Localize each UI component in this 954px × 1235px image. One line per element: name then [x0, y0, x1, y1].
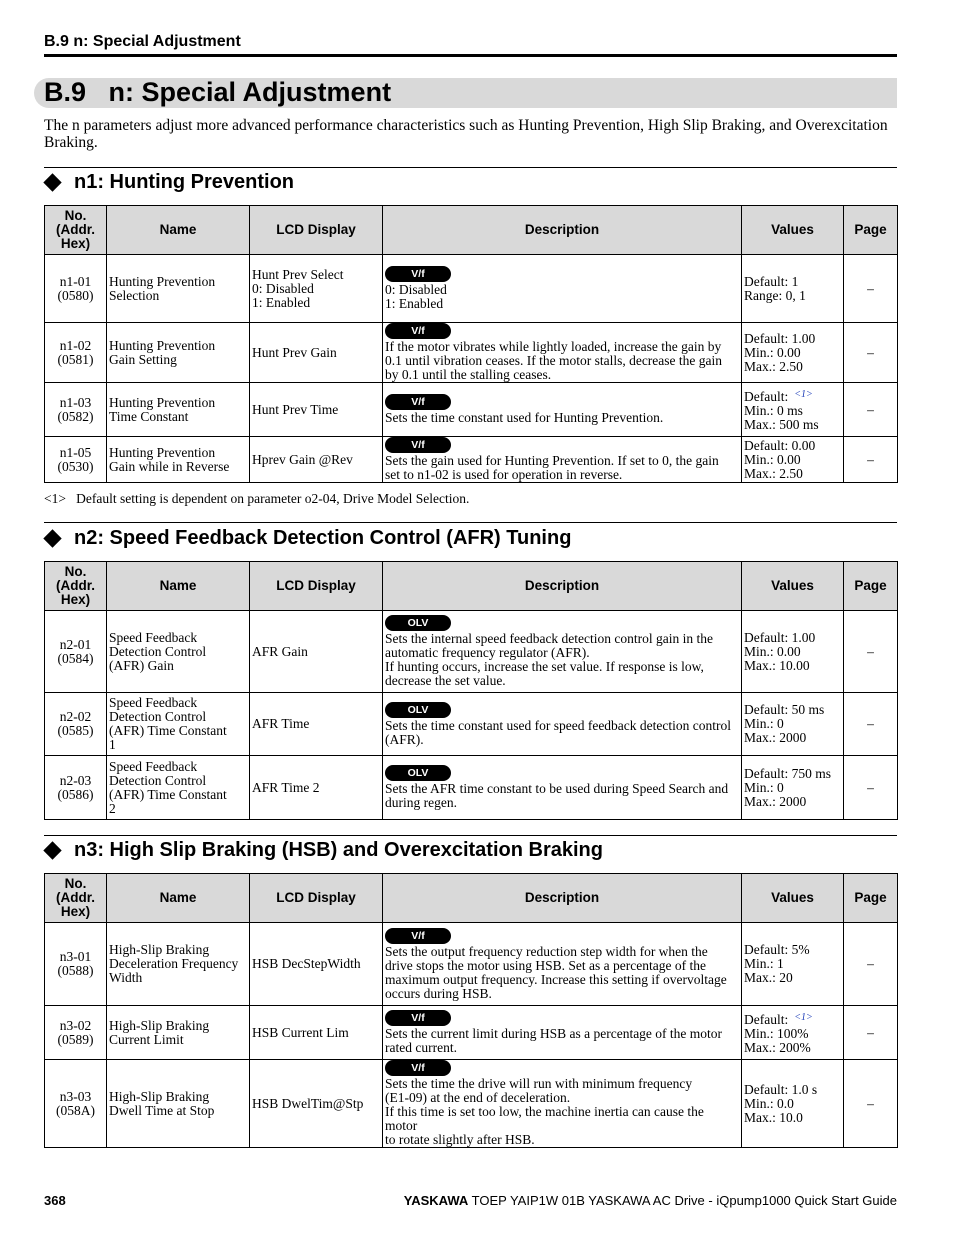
param-address: (0585)	[57, 723, 94, 738]
n2-parameter-table	[44, 561, 898, 820]
table-row	[45, 611, 898, 693]
lcd-display-cell	[250, 323, 383, 383]
control-mode-badge: OLV	[385, 702, 451, 718]
page-ref-cell: –	[844, 756, 898, 820]
param-number: n3-03	[59, 1088, 92, 1104]
values-cell	[742, 611, 844, 693]
values-text: Range: 0, 1	[744, 287, 806, 303]
description-line: occurs during HSB.	[385, 985, 492, 1001]
column-header-description: Description	[383, 206, 742, 255]
param-name-line: 2	[109, 800, 116, 816]
param-name-cell	[107, 255, 250, 323]
n2-heading-text: n2: Speed Feedback Detection Control (AFR) Tuning	[74, 527, 572, 549]
control-mode-badge: V/f	[385, 1060, 451, 1076]
param-name-line: High-Slip Braking	[109, 1088, 210, 1104]
table-row	[45, 1006, 898, 1060]
param-name-cell	[107, 611, 250, 693]
description-cell	[383, 923, 742, 1006]
param-address: (0586)	[57, 786, 94, 802]
values-cell	[742, 756, 844, 820]
param-name-line: Hunting Prevention	[109, 273, 216, 289]
values-line	[744, 404, 841, 418]
lcd-display-line: Hunt Prev Time	[252, 401, 339, 417]
param-name-line: Selection	[109, 287, 160, 303]
values-line	[744, 703, 841, 717]
param-name-line: (AFR) Time Constant	[109, 723, 227, 738]
values-text: Default:	[744, 388, 789, 404]
column-header-lcd-display: LCD Display	[250, 206, 383, 255]
values-text: Min.: 1	[744, 956, 784, 971]
footnote-ref: <1>	[794, 1011, 813, 1023]
column-header-no-line: (Addr.	[56, 222, 95, 237]
values-line	[744, 467, 841, 481]
values-line	[744, 781, 841, 795]
description-line: set to n1-02 is used for operation in reverse.	[385, 467, 623, 482]
running-head-rule	[44, 54, 897, 57]
param-name-cell	[107, 1006, 250, 1060]
description-cell	[383, 1006, 742, 1060]
values-line	[744, 1097, 841, 1111]
values-cell	[742, 923, 844, 1006]
param-number-cell	[45, 437, 107, 483]
page-ref-cell: –	[844, 323, 898, 383]
description-line: 1: Enabled	[385, 296, 444, 311]
table-row	[45, 693, 898, 756]
column-header-no-line: (Addr.	[56, 578, 95, 593]
values-text: Max.: 20	[744, 970, 793, 985]
param-name-line: Hunting Prevention	[109, 337, 216, 353]
control-mode-badge: V/f	[385, 437, 451, 453]
param-address: (0582)	[57, 408, 94, 424]
footnote: <1> Default setting is dependent on parameter o2-04, Drive Model Selection.	[44, 491, 470, 506]
description-line: 0: Disabled	[385, 282, 447, 297]
column-header-lcd-display: LCD Display	[250, 562, 383, 611]
description-line: If the motor vibrates while lightly loaded, increase the gain by	[385, 339, 722, 354]
description-line: (E1-09) at the end of deceleration.	[385, 1090, 571, 1105]
page-ref-cell: –	[844, 1006, 898, 1060]
param-name-line: Speed Feedback	[109, 758, 198, 774]
param-name-line: Detection Control	[109, 643, 207, 659]
lcd-display-cell	[250, 383, 383, 437]
values-line	[744, 388, 841, 404]
section-title: B.9 n: Special Adjustment	[44, 77, 392, 107]
column-header-values: Values	[742, 874, 844, 923]
column-header-name: Name	[107, 562, 250, 611]
description-line: Sets the AFR time constant to be used during Speed Search and	[385, 781, 729, 796]
values-line	[744, 275, 841, 289]
column-header-no-line: No.	[64, 564, 87, 579]
values-line	[744, 418, 841, 432]
diamond-bullet-icon	[43, 841, 61, 859]
column-header-no-line: Hex)	[60, 592, 91, 607]
param-name-cell	[107, 756, 250, 820]
values-text: Min.: 0.00	[744, 643, 801, 659]
table-header-row	[45, 874, 898, 923]
param-number: n2-03	[59, 772, 92, 788]
description-line: Sets the gain used for Hunting Prevention. If set to 0, the gain	[385, 453, 719, 468]
description-line: decrease the set value.	[385, 673, 506, 688]
param-name-cell	[107, 693, 250, 756]
description-cell	[383, 756, 742, 820]
param-address: (0588)	[57, 963, 94, 978]
description-line: 0.1 until vibration ceases. If the motor stalls, decrease the gain	[385, 353, 723, 368]
param-name-line: (AFR) Time Constant	[109, 786, 227, 802]
values-cell	[742, 383, 844, 437]
values-line	[744, 1111, 841, 1125]
param-number: n1-03	[59, 394, 92, 410]
param-name-line: High-Slip Braking	[109, 942, 210, 957]
values-text: Max.: 2.50	[744, 465, 803, 481]
control-mode-badge: V/f	[385, 323, 451, 339]
param-name-line: Detection Control	[109, 772, 207, 788]
description-line: Sets the output frequency reduction step width for when the	[385, 943, 708, 959]
values-line	[744, 1011, 841, 1027]
table-header-row	[45, 562, 898, 611]
values-line	[744, 289, 841, 303]
column-header-page: Page	[844, 874, 898, 923]
param-name-line: Hunting Prevention	[109, 394, 216, 410]
param-name-cell	[107, 1060, 250, 1148]
page-ref-cell: –	[844, 693, 898, 756]
lcd-display-cell	[250, 255, 383, 323]
param-number-cell	[45, 383, 107, 437]
values-line	[744, 659, 841, 673]
values-line	[744, 943, 841, 957]
values-line	[744, 645, 841, 659]
param-name-line: High-Slip Braking	[109, 1017, 210, 1033]
lcd-display-line: HSB DecStepWidth	[252, 956, 361, 971]
values-line	[744, 631, 841, 645]
description-line: Sets the time constant used for Hunting Prevention.	[385, 410, 664, 425]
column-header-no-line: Hex)	[60, 236, 91, 251]
lcd-display-line: AFR Gain	[252, 643, 308, 659]
description-line: by 0.1 until the stalling ceases.	[385, 367, 552, 382]
values-line	[744, 971, 841, 985]
table-row	[45, 756, 898, 820]
lcd-display-line: HSB DwelTim@Stp	[252, 1095, 364, 1111]
footnote-ref: <1>	[794, 388, 813, 400]
lcd-display-line: 1: Enabled	[252, 294, 311, 310]
param-name-cell	[107, 323, 250, 383]
values-text: Default: 750 ms	[744, 765, 831, 781]
column-header-values: Values	[742, 562, 844, 611]
lcd-display-cell	[250, 611, 383, 693]
values-line	[744, 346, 841, 360]
column-header-page: Page	[844, 206, 898, 255]
param-number: n3-01	[59, 949, 92, 964]
param-number-cell	[45, 693, 107, 756]
lcd-display-line: HSB Current Lim	[252, 1024, 349, 1040]
n3-heading-text: n3: High Slip Braking (HSB) and Overexcitation Braking	[74, 839, 603, 861]
values-text: Min.: 0	[744, 716, 784, 731]
column-header-values: Values	[742, 206, 844, 255]
table-row	[45, 383, 898, 437]
param-address: (0584)	[57, 650, 94, 666]
param-number: n1-05	[59, 444, 92, 460]
param-address: (0580)	[57, 287, 94, 303]
values-line	[744, 731, 841, 745]
lcd-display-cell	[250, 756, 383, 820]
values-text: Default:	[744, 1011, 789, 1027]
param-name-line: Deceleration Frequency	[109, 956, 239, 971]
lcd-display-line: Hunt Prev Select	[252, 266, 344, 282]
values-line	[744, 717, 841, 731]
values-line	[744, 439, 841, 453]
n3-heading	[44, 839, 603, 862]
page-number: 368	[44, 1193, 66, 1208]
column-header-lcd-display: LCD Display	[250, 874, 383, 923]
description-cell	[383, 1060, 742, 1148]
intro-paragraph: The n parameters adjust more advanced performance characteristics such as Hunting Prevention, High Slip Braking, and Overexcitation Braking.	[44, 117, 888, 151]
column-header-no-line: No.	[64, 208, 87, 223]
values-text: Default: 1.0 s	[744, 1081, 818, 1097]
description-line: Sets the time the drive will run with minimum frequency	[385, 1076, 693, 1091]
param-number-cell	[45, 923, 107, 1006]
description-line: Sets the internal speed feedback detection control gain in the	[385, 631, 714, 646]
param-number: n2-02	[59, 709, 92, 724]
lcd-display-cell	[250, 1006, 383, 1060]
description-line: during regen.	[385, 795, 457, 810]
param-number-cell	[45, 1060, 107, 1148]
footer-brand: YASKAWA	[403, 1193, 469, 1208]
n2-heading	[44, 527, 571, 550]
values-text: Min.: 0	[744, 779, 784, 795]
lcd-display-line: Hprev Gain @Rev	[252, 451, 353, 467]
n3-parameter-table	[44, 873, 898, 1148]
values-text: Default: 1	[744, 273, 799, 289]
diamond-bullet-icon	[43, 173, 61, 191]
page-footer	[404, 1193, 897, 1208]
values-line	[744, 360, 841, 374]
running-head: B.9 n: Special Adjustment	[44, 33, 241, 50]
param-name-line: Current Limit	[109, 1031, 184, 1047]
description-line: maximum output frequency. Increase this setting if overvoltage	[385, 971, 727, 987]
param-number: n1-01	[59, 273, 92, 289]
column-header-name: Name	[107, 206, 250, 255]
n1-heading-text: n1: Hunting Prevention	[74, 171, 294, 193]
column-header-page: Page	[844, 562, 898, 611]
column-header-no-line: (Addr.	[56, 890, 95, 905]
param-address: (0530)	[57, 458, 94, 474]
table-header-row	[45, 206, 898, 255]
param-address: (0581)	[57, 351, 94, 367]
control-mode-badge: V/f	[385, 394, 451, 410]
values-text: Default: 1.00	[744, 629, 816, 645]
lcd-display-line: AFR Time 2	[252, 779, 320, 795]
param-number-cell	[45, 611, 107, 693]
description-cell	[383, 383, 742, 437]
param-name-line: Detection Control	[109, 709, 207, 724]
param-number: n1-02	[59, 337, 92, 353]
values-text: Max.: 2.50	[744, 358, 803, 374]
n1-parameter-table	[44, 205, 898, 483]
n1-rule	[44, 167, 897, 168]
lcd-display-cell	[250, 693, 383, 756]
param-number: n2-01	[59, 636, 92, 652]
n1-heading	[44, 171, 294, 194]
param-number-cell	[45, 756, 107, 820]
page-ref-cell: –	[844, 1060, 898, 1148]
values-line	[744, 1083, 841, 1097]
column-header-description: Description	[383, 874, 742, 923]
description-cell	[383, 255, 742, 323]
values-text: Max.: 2000	[744, 730, 807, 745]
description-line: drive stops the motor using HSB. Set as a percentage of the	[385, 957, 706, 973]
values-text: Max.: 200%	[744, 1039, 811, 1055]
param-name-line: Gain Setting	[109, 351, 177, 367]
values-cell	[742, 323, 844, 383]
values-cell	[742, 693, 844, 756]
table-row	[45, 923, 898, 1006]
values-text: Min.: 0.00	[744, 451, 801, 467]
table-row	[45, 437, 898, 483]
param-name-line: Width	[109, 970, 143, 985]
param-name-cell	[107, 383, 250, 437]
values-line	[744, 453, 841, 467]
description-cell	[383, 611, 742, 693]
param-address: (058A)	[56, 1102, 95, 1118]
page-ref-cell: –	[844, 923, 898, 1006]
footer-text: TOEP YAIP1W 01B YASKAWA AC Drive - iQpump1000 Quick Start Guide	[468, 1193, 897, 1208]
values-text: Max.: 2000	[744, 793, 807, 809]
values-text: Default: 5%	[744, 942, 810, 957]
values-cell	[742, 1060, 844, 1148]
param-name-line: Speed Feedback	[109, 695, 198, 710]
page-ref-cell: –	[844, 255, 898, 323]
description-line: to rotate slightly after HSB.	[385, 1132, 535, 1147]
param-name-cell	[107, 437, 250, 483]
page-ref-cell: –	[844, 437, 898, 483]
lcd-display-cell	[250, 1060, 383, 1148]
column-header-name: Name	[107, 874, 250, 923]
values-line	[744, 957, 841, 971]
lcd-display-cell	[250, 437, 383, 483]
description-line: automatic frequency regulator (AFR).	[385, 645, 590, 660]
param-name-line: (AFR) Gain	[109, 657, 174, 673]
description-line: If hunting occurs, increase the set value. If response is low,	[385, 659, 704, 674]
lcd-display-line: Hunt Prev Gain	[252, 344, 337, 360]
description-line: (AFR).	[385, 731, 424, 747]
values-line	[744, 795, 841, 809]
description-cell	[383, 437, 742, 483]
param-name-cell	[107, 923, 250, 1006]
lcd-display-line: 0: Disabled	[252, 280, 314, 296]
param-number-cell	[45, 323, 107, 383]
param-name-line: 1	[109, 737, 116, 752]
table-row	[45, 323, 898, 383]
values-text: Default: 0.00	[744, 437, 816, 453]
column-header-no	[45, 874, 107, 923]
values-text: Max.: 10.00	[744, 657, 810, 673]
control-mode-badge: V/f	[385, 928, 451, 944]
lcd-display-line: AFR Time	[252, 716, 310, 731]
control-mode-badge: OLV	[385, 615, 451, 631]
values-cell	[742, 437, 844, 483]
values-text: Default: 50 ms	[744, 702, 825, 717]
description-line: rated current.	[385, 1040, 457, 1055]
param-name-line: Time Constant	[109, 408, 189, 424]
control-mode-badge: V/f	[385, 1010, 451, 1026]
lcd-display-cell	[250, 923, 383, 1006]
page-ref-cell: –	[844, 383, 898, 437]
control-mode-badge: V/f	[385, 266, 451, 282]
description-line: Sets the current limit during HSB as a percentage of the motor	[385, 1026, 723, 1041]
values-line	[744, 1027, 841, 1041]
param-number: n3-02	[59, 1017, 92, 1033]
param-name-line: Speed Feedback	[109, 629, 198, 645]
table-row	[45, 1060, 898, 1148]
column-header-no-line: Hex)	[60, 904, 91, 919]
param-address: (0589)	[57, 1031, 94, 1047]
column-header-no	[45, 206, 107, 255]
values-line	[744, 767, 841, 781]
values-text: Max.: 500 ms	[744, 416, 819, 432]
n3-rule	[44, 835, 897, 836]
values-text: Min.: 100%	[744, 1025, 809, 1041]
n2-rule	[44, 522, 897, 523]
param-name-line: Dwell Time at Stop	[109, 1102, 215, 1118]
values-text: Max.: 10.0	[744, 1109, 803, 1125]
description-cell	[383, 693, 742, 756]
values-text: Min.: 0.00	[744, 344, 801, 360]
description-line: Sets the time constant used for speed feedback detection control	[385, 717, 732, 733]
table-row	[45, 255, 898, 323]
param-number-cell	[45, 1006, 107, 1060]
values-cell	[742, 1006, 844, 1060]
param-number-cell	[45, 255, 107, 323]
column-header-no-line: No.	[64, 876, 87, 891]
page-ref-cell: –	[844, 611, 898, 693]
diamond-bullet-icon	[43, 529, 61, 547]
values-line	[744, 1041, 841, 1055]
param-name-line: Hunting Prevention	[109, 444, 216, 460]
description-cell	[383, 323, 742, 383]
param-name-line: Gain while in Reverse	[109, 458, 230, 474]
values-cell	[742, 255, 844, 323]
values-text: Min.: 0.0	[744, 1095, 794, 1111]
column-header-no	[45, 562, 107, 611]
column-header-description: Description	[383, 562, 742, 611]
description-line: If this time is set too low, the machine inertia can cause the motor	[385, 1104, 704, 1133]
values-text: Default: 1.00	[744, 330, 816, 346]
values-text: Min.: 0 ms	[744, 402, 803, 418]
values-line	[744, 332, 841, 346]
control-mode-badge: OLV	[385, 765, 451, 781]
